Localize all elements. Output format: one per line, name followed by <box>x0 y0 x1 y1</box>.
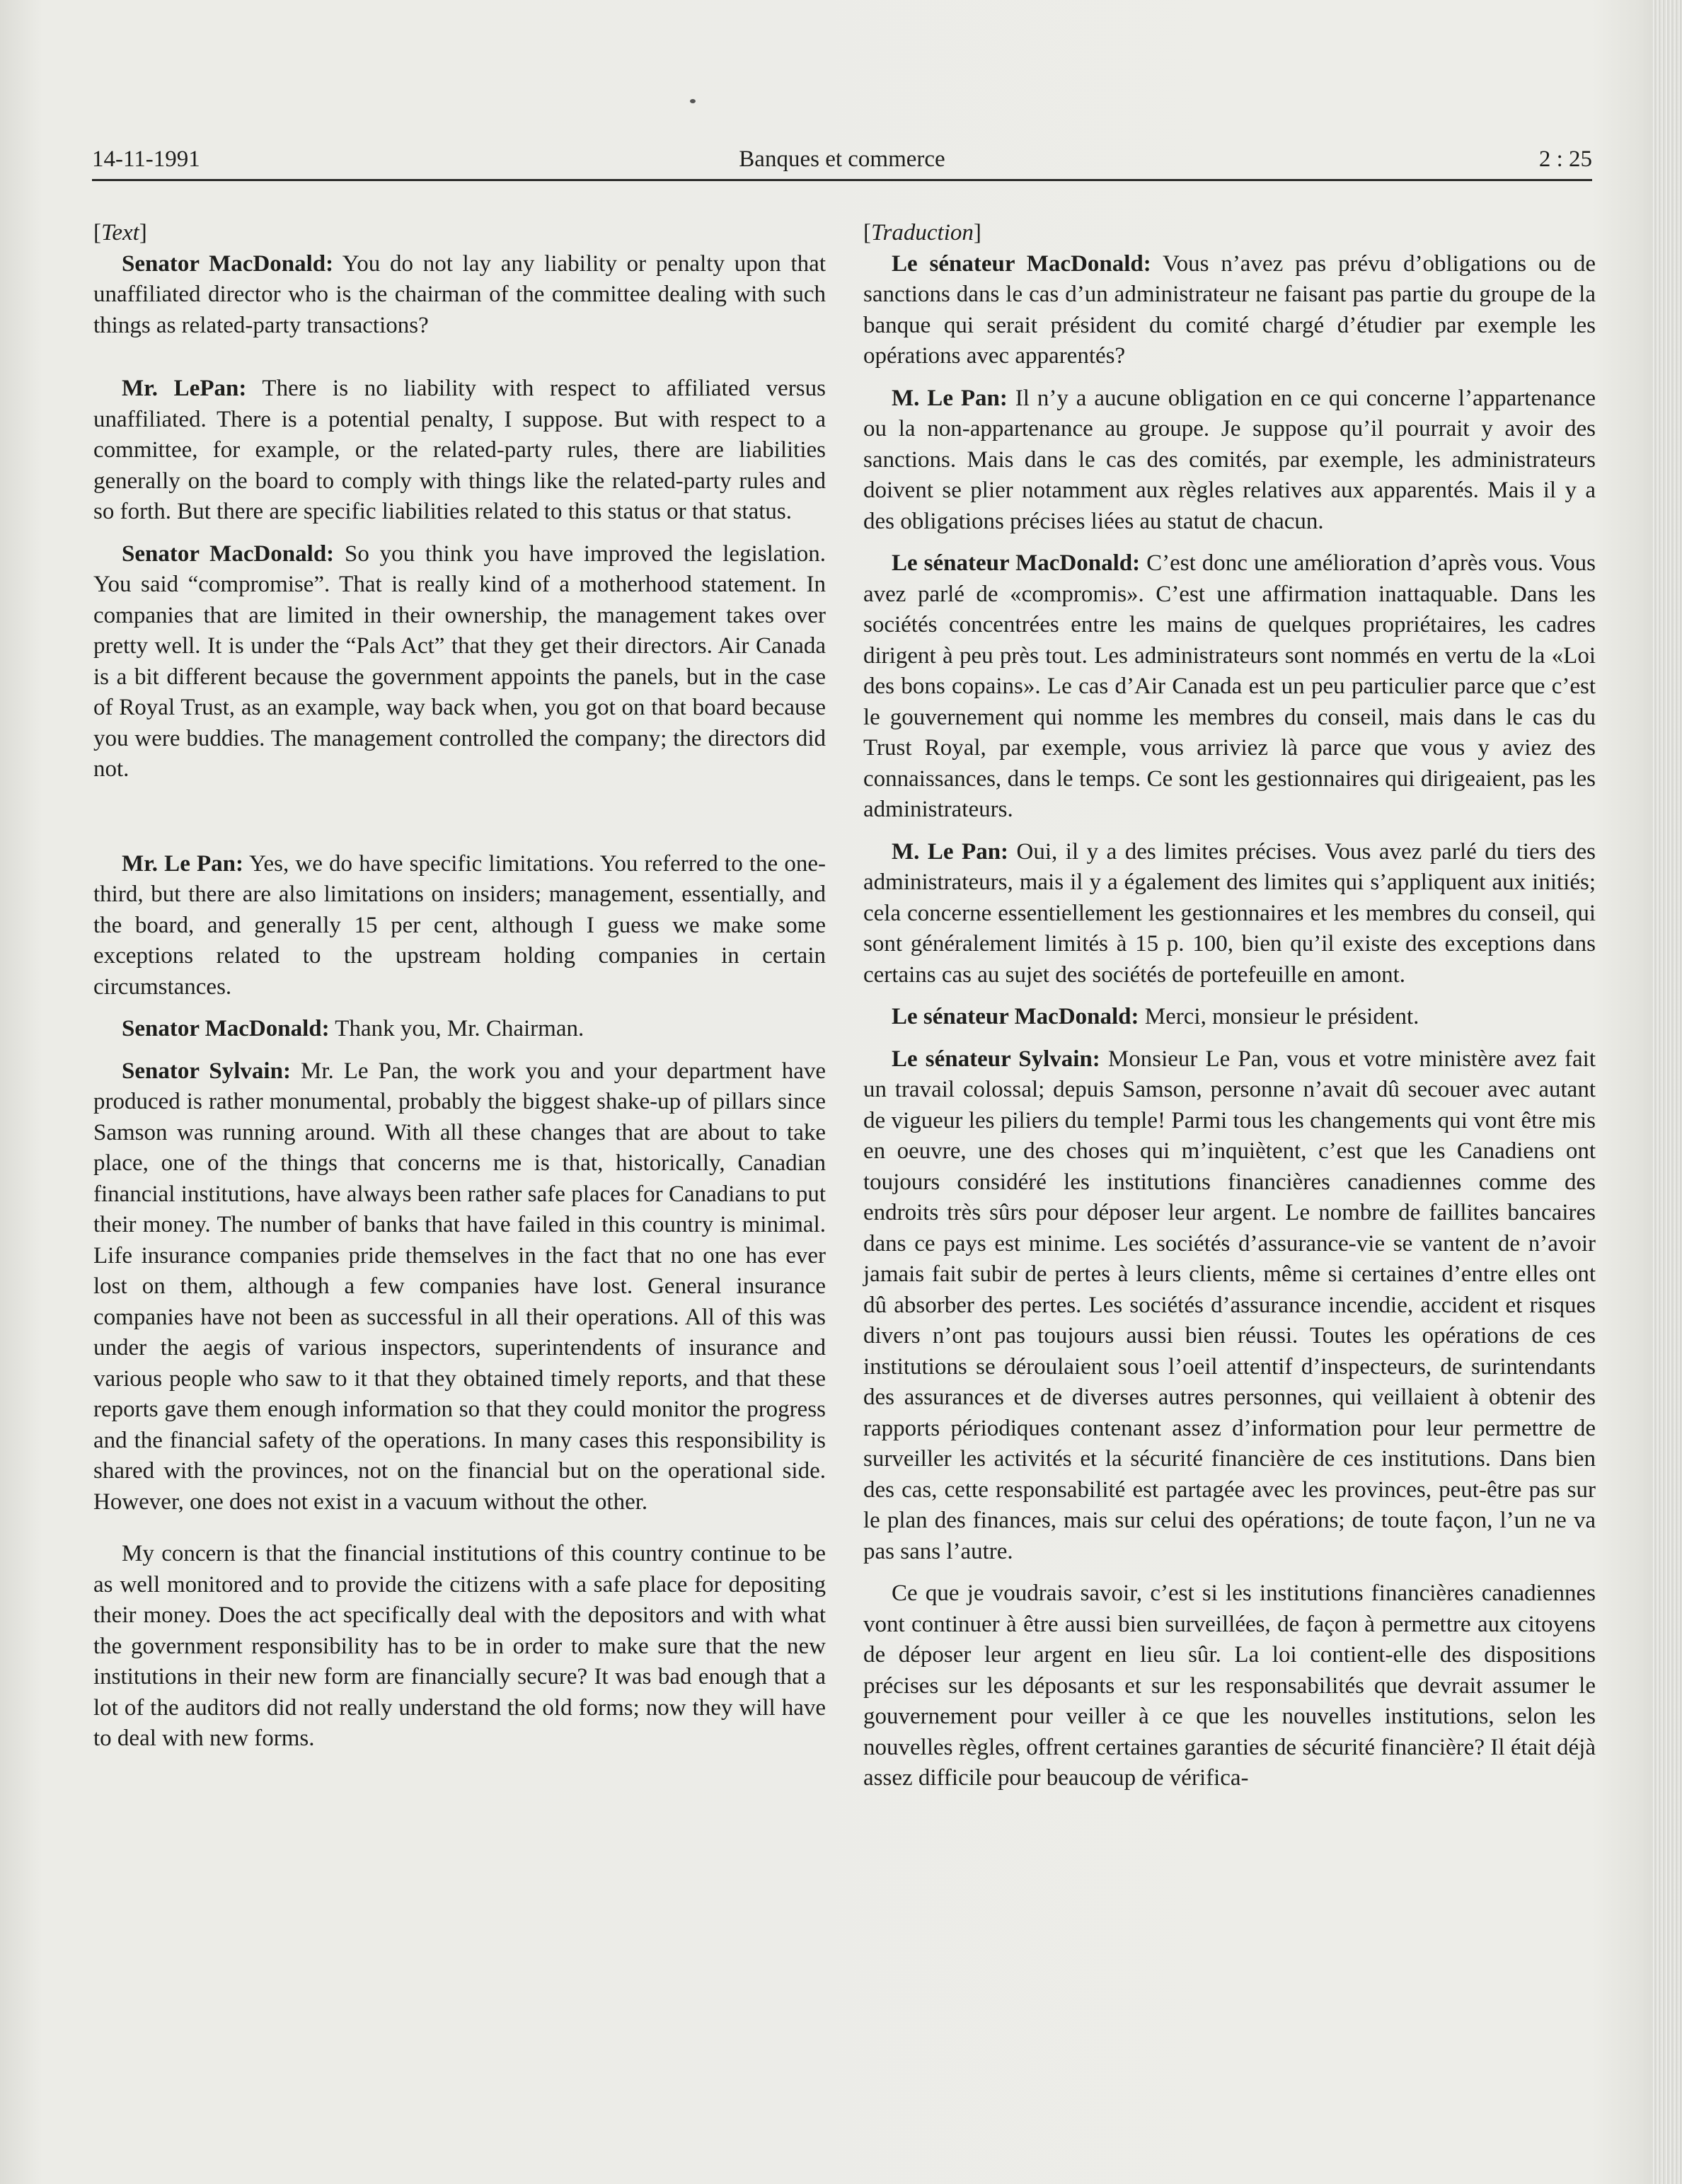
speaker-name: M. Le Pan: <box>892 838 1009 865</box>
column-label: [Text] <box>93 220 147 245</box>
paragraph <box>93 249 826 342</box>
paragraph-text: So you think you have improved the legislation. You said “compromise”. That is really kind of a motherhood statement. In companies that are limited in their ownership, the management takes over pretty well. It is under the “Pals Act” that they get their directors. Air Canada is a bit different because the government appoints the panels, but in the case of Royal Trust, as an example, way back when, you got on that board because you were buddies. The management controlled the company; the directors did not. <box>93 541 826 782</box>
paragraph-text: Merci, monsieur le président. <box>1139 1004 1419 1029</box>
speaker-name: Mr. LePan: <box>122 376 247 401</box>
paragraph <box>863 1002 1596 1033</box>
paragraph-text: Thank you, Mr. Chairman. <box>329 1016 584 1041</box>
speaker-name: Senator MacDonald: <box>122 1016 330 1041</box>
speaker-name: Senator MacDonald: <box>122 541 335 567</box>
paragraph <box>93 849 826 1003</box>
header-rule <box>92 179 1592 181</box>
paragraph-text: Oui, il y a des limites précises. Vous avez parlé du tiers des administrateurs, mais il y a également des limites qui s’appliquent aux initiés; cela concerne essentiellement les gestionnaires et les membres du conseil, qui sont généralement limités à 15 p. 100, bien qu’il existe des exceptions dans certains cas au sujet des sociétés de portefeuille en amont. <box>863 838 1596 988</box>
speaker-name: M. Le Pan: <box>892 385 1008 411</box>
paragraph <box>93 539 826 785</box>
header-page-number: 2 : 25 <box>1538 146 1592 172</box>
paragraph-text: Il n’y a aucune obligation en ce qui concerne l’appartenance ou la non-appartenance au groupe. Je suppose qu’il pourrait y avoir des sanctions. Mais dans le cas des comités, par exemple, les administrateurs doivent se plier notamment aux règles relatives aux apparentés. Mais il y a des obligations précises liées au statut de chacun. <box>863 385 1596 534</box>
paragraph-text: Vous n’avez pas prévu d’obligations ou de sanctions dans le cas d’un administrateur ne faisant pas partie du groupe de la banque qui serait président du comité chargé d’étudier par exemple les opérations avec apparentés? <box>863 250 1596 369</box>
paragraph <box>863 837 1596 991</box>
column-label-text: Traduction <box>871 220 974 245</box>
paragraph-text: There is no liability with respect to affiliated versus unaffiliated. There is a potential penalty, I suppose. But with respect to a committee, for example, or the related-party rules, there are liabilities generally on the board to comply with things like the related-party rules and so forth. But there are specific liabilities related to this status or that status. <box>93 376 826 524</box>
paragraph <box>863 249 1596 372</box>
running-head <box>92 141 1592 177</box>
speaker-name: Senator Sylvain: <box>122 1058 291 1084</box>
paragraph <box>863 548 1596 826</box>
paragraph <box>863 1044 1596 1568</box>
header-date: 14-11-1991 <box>92 146 200 172</box>
paragraph <box>93 1014 826 1045</box>
paragraph-text: Monsieur Le Pan, vous et votre ministère avez fait un travail colossal; depuis Samson, personne n’avait dû secouer avec autant de vigueur les piliers du temple! Parmi tous les changements qui vont être mis en oeuvre, une des choses qui m’inquiètent, c’est que les Canadiens ont toujours considéré les institutions financières canadiennes comme des endroits très sûrs pour déposer leur argent. Le nombre de faillites bancaires dans ce pays est minime. Les sociétés d’assurance-vie se vantent de n’avoir jamais fait subir de pertes à leurs clients, même si certaines d’entre elles ont dû absorber des pertes. Les sociétés d’assurance incendie, accident et risques divers n’ont pas toujours aussi bien réussi. Toutes les opérations de ces institutions se déroulaient sous l’oeil attentif d’inspecteurs, de surintendants des assurances et de diverses autres personnes, qui veillaient à obtenir des rapports périodiques contenant assez d’information pour leur permettre de surveiller les activités et la sécurité financière de ces institutions. Dans bien des cas, cette responsabilité est partagée avec les provinces, peut-être pas sur le plan des finances, mais sur celui des opérations; de toute façon, l’un ne va pas sans l’autre. <box>863 1046 1596 1564</box>
paragraph-text: C’est donc une amélioration d’après vous. Vous avez parlé de «compromis». C’est une affirmation inattaquable. Dans les sociétés concentrées entre les mains de quelques propriétaires, les cadres dirigent à peu près tout. Les administrateurs sont nommés en vertu de la «Loi des bons copains». Le cas d’Air Canada est un peu particulier parce que c’est le gouvernement qui nomme les membres du conseil, mais dans le cas du Trust Royal, par exemple, vous arriviez là parce que vous y aviez des connaissances, dans le temps. Ce sont les gestionnaires qui dirigeaient, pas les administrateurs. <box>863 550 1596 822</box>
paragraph-text: You do not lay any liability or penalty upon that unaffiliated director who is the chairman of the committee dealing with such things as related-party transactions? <box>93 250 826 338</box>
paragraph <box>863 1578 1596 1794</box>
column-english <box>93 218 826 1755</box>
paragraph-text: Mr. Le Pan, the work you and your department have produced is rather monumental, probably the biggest shake-up of pillars since Samson was running around. With all these changes that are about to take place, one of the things that concerns me is that, historically, Canadian financial institutions, have always been rather safe places for Canadians to put their money. The number of banks that have failed in this country is minimal. Life insurance companies pride themselves in the fact that no one has ever lost on them, although a few companies have lost. General insurance companies have not been as successful in all their operations. All of this was under the aegis of various inspectors, superintendents of insurance and various people who saw to it that they obtained timely reports, and that these reports gave them enough information so that they could monitor the progress and the financial safety of the operations. In many cases this responsibility is shared with the provinces, not on the financial but on the operational side. However, one does not exist in a vacuum without the other. <box>93 1058 826 1515</box>
page-edge <box>1652 0 1682 2184</box>
speaker-name: Le sénateur MacDonald: <box>892 550 1141 576</box>
paragraph-text: My concern is that the financial institutions of this country continue to be as well monitored and to provide the citizens with a safe place for depositing their money. Does the act specifically deal with the depositors and with what the government responsibility has to be in order to make sure that the new institutions in their new form are financially secure? It was bad enough that a lot of the auditors did not really understand the old forms; now they will have to deal with new forms. <box>93 1541 826 1751</box>
column-french <box>863 218 1596 1794</box>
column-label: [Traduction] <box>863 220 981 245</box>
header-title: Banques et commerce <box>739 146 945 172</box>
paragraph <box>93 1056 826 1518</box>
speaker-name: Le sénateur MacDonald: <box>892 1004 1139 1029</box>
paragraph-text: Yes, we do have specific limitations. You referred to the one-third, but there are also limitations on insiders; management, essentially, and the board, and generally 15 per cent, although I guess we make some exceptions related to the upstream holding companies in certain circumstances. <box>93 850 826 1000</box>
speaker-name: Le sénateur Sylvain: <box>892 1046 1100 1072</box>
ink-speck <box>690 99 696 103</box>
paragraph <box>93 1539 826 1755</box>
paragraph <box>863 383 1596 538</box>
paragraph <box>93 374 826 528</box>
paragraph-text: Ce que je voudrais savoir, c’est si les institutions financières canadiennes vont continuer à être aussi bien surveillées, de façon à permettre aux citoyens de déposer leur argent en lieu sûr. La loi contient-elle des dispositions précises sur les déposants et sur les responsabilités que devrait assumer le gouvernement pour veiller à ce que les nouvelles institutions, selon les nouvelles règles, offrent certaines garanties de sécurité financière? Il était déjà assez difficile pour beaucoup de vérifica- <box>863 1581 1596 1791</box>
speaker-name: Senator MacDonald: <box>122 250 334 277</box>
speaker-name: Le sénateur MacDonald: <box>892 250 1151 277</box>
speaker-name: Mr. Le Pan: <box>122 850 244 877</box>
column-label-text: Text <box>101 220 139 245</box>
